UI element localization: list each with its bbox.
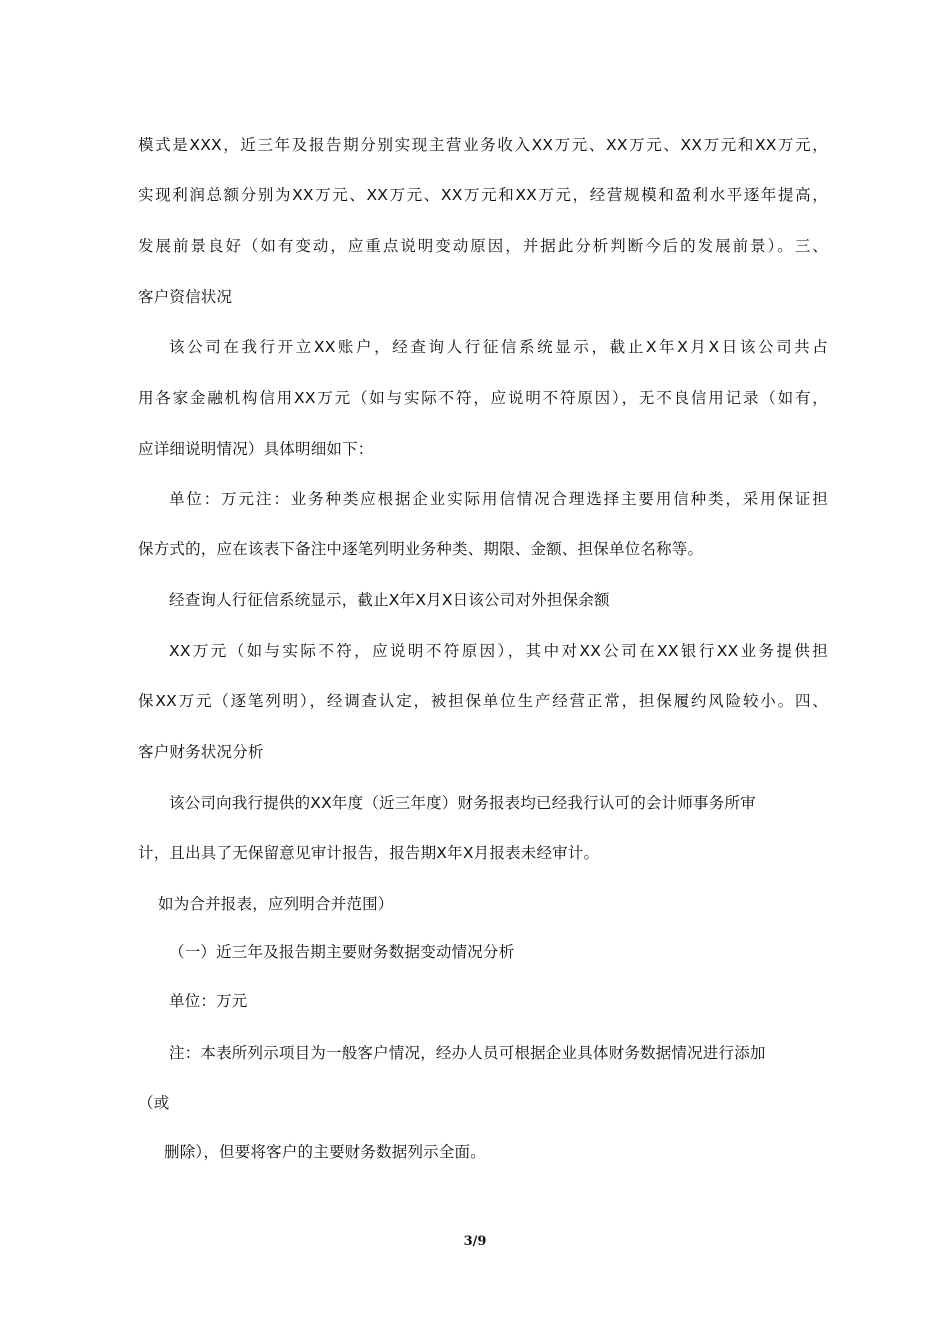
text-line: 计，且出具了无保留意见审计报告，报告期X年X月报表未经审计。 bbox=[138, 844, 600, 862]
text-line: 用各家金融机构信用XX万元（如与实际不符，应说明不符原因），无不良信用记录（如有， bbox=[138, 389, 828, 407]
text-line: 应详细说明情况）具体明细如下： bbox=[138, 440, 374, 458]
text-line: 如为合并报表，应列明合并范围） bbox=[158, 895, 394, 913]
text-line: 模式是XXX，近三年及报告期分别实现主营业务收入XX万元、XX万元、XX万元和XX万元， bbox=[138, 136, 828, 154]
text-line: （或 bbox=[138, 1094, 170, 1112]
text-line: 该公司向我行提供的XX年度（近三年度）财务报表均已经我行认可的会计师事务所审 bbox=[169, 794, 756, 812]
text-line: 单位：万元注：业务种类应根据企业实际用信情况合理选择主要用信种类，采用保证担 bbox=[169, 490, 828, 508]
text-line: XX万元（如与实际不符，应说明不符原因），其中对XX公司在XX银行XX业务提供担 bbox=[169, 642, 828, 660]
text-line: 保XX万元（逐笔列明），经调查认定，被担保单位生产经营正常，担保履约风险较小。四、 bbox=[138, 692, 828, 710]
text-line: 经查询人行征信系统显示，截止X年X月X日该公司对外担保余额 bbox=[169, 591, 610, 609]
page-number: 3/9 bbox=[463, 1234, 487, 1249]
text-line: 注：本表所列示项目为一般客户情况，经办人员可根据企业具体财务数据情况进行添加 bbox=[169, 1044, 766, 1062]
text-line: 该公司在我行开立XX账户，经查询人行征信系统显示，截止X年X月X日该公司共占 bbox=[169, 338, 828, 356]
text-line: 保方式的，应在该表下备注中逐笔列明业务种类、期限、金额、担保单位名称等。 bbox=[138, 540, 704, 558]
text-line: 实现利润总额分别为XX万元、XX万元、XX万元和XX万元，经营规模和盈利水平逐年提高， bbox=[138, 186, 828, 204]
section-heading: 客户财务状况分析 bbox=[138, 743, 264, 761]
unit-note: 单位：万元 bbox=[169, 992, 248, 1010]
subsection-heading: （一）近三年及报告期主要财务数据变动情况分析 bbox=[169, 943, 515, 961]
section-heading: 客户资信状况 bbox=[138, 288, 233, 306]
text-line: 删除），但要将客户的主要财务数据列示全面。 bbox=[164, 1143, 486, 1161]
text-line: 发展前景良好（如有变动，应重点说明变动原因，并据此分析判断今后的发展前景）。三、 bbox=[138, 237, 828, 255]
